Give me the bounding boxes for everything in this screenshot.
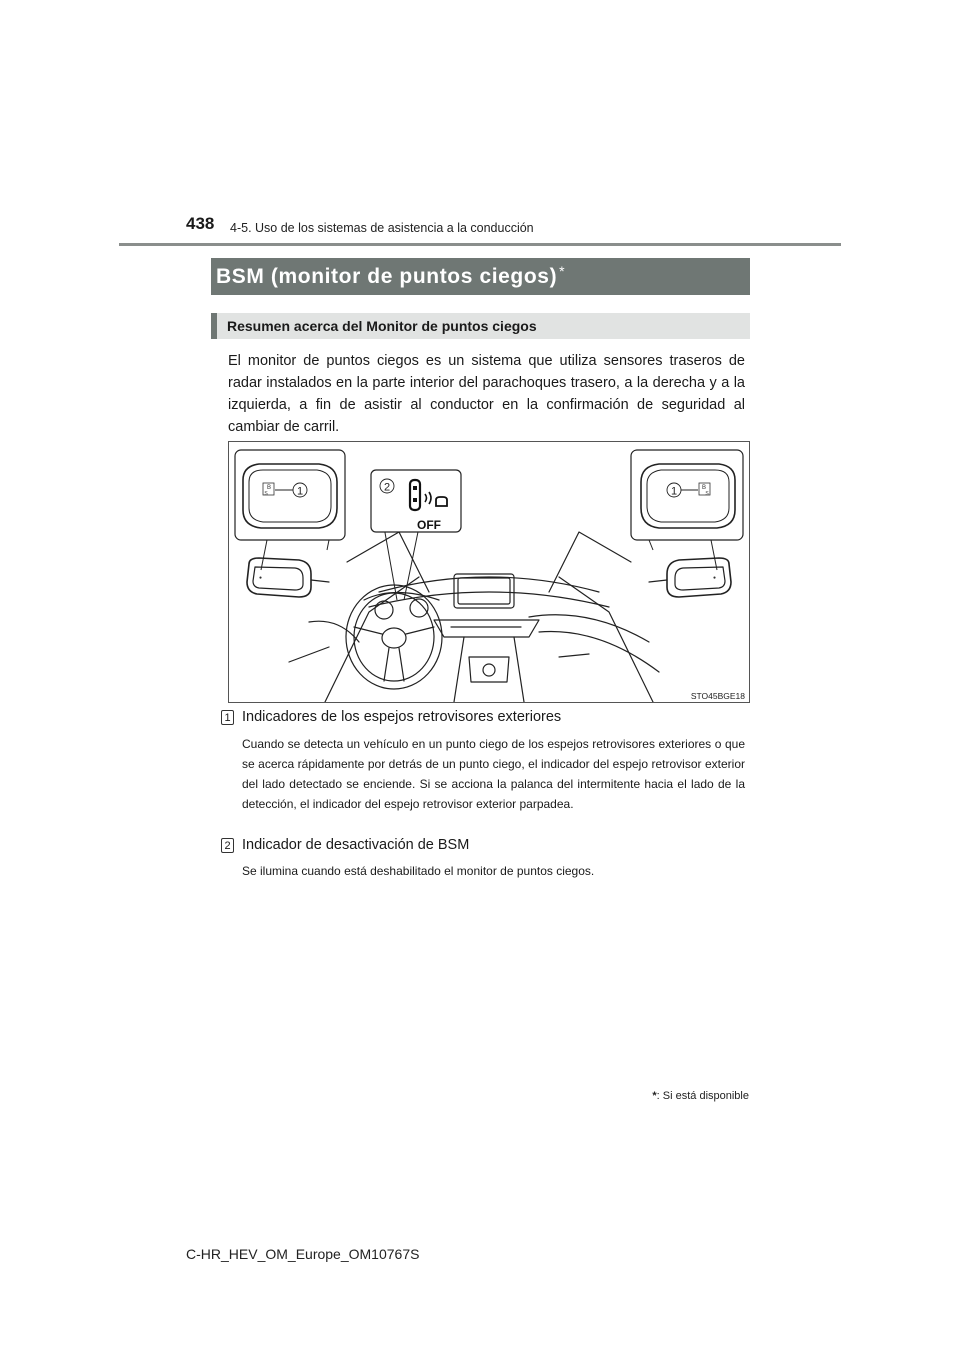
left-mirror-glyph-bottom: S [264, 491, 268, 497]
svg-text:●: ● [259, 575, 263, 581]
page-number: 438 [186, 214, 215, 233]
dashboard-illustration [228, 441, 750, 703]
item-number-badge: 2 [221, 838, 234, 853]
right-mirror-callout-number: 1 [670, 485, 678, 498]
subheading: Resumen acerca del Monitor de puntos ciegos [227, 318, 537, 334]
figure-code: STO45BGE18 [690, 691, 745, 701]
header-divider [119, 243, 841, 246]
item-title: Indicadores de los espejos retrovisores exteriores [242, 709, 562, 725]
document-id: C-HR_HEV_OM_Europe_OM10767S [186, 1246, 420, 1262]
svg-text:●: ● [713, 575, 717, 581]
page-title [216, 265, 565, 289]
subheading-bar [211, 313, 750, 339]
left-mirror-callout-number: 1 [296, 485, 304, 498]
footnote [652, 1090, 749, 1102]
item-description: Se ilumina cuando está deshabilitado el monitor de puntos ciegos. [242, 864, 595, 878]
right-mirror-glyph-bottom: S [705, 491, 709, 497]
footnote-symbol: * [652, 1090, 657, 1102]
intro-paragraph: El monitor de puntos ciegos es un sistema que utiliza sensores traseros de radar instalados en la parte interior del parachoques trasero, a la derecha y a la izquierda, a fin de asistir al conductor en la confirmación de seguridad al cambiar de carril. [228, 353, 745, 435]
item-description: Cuando se detecta un vehículo en un punto ciego de los espejos retrovisores exteriores o que se acerca rápidamente por detrás de un punto ciego, el indicador del espejo retrovisor exterior del lado detectado se enciende. Si se acciona la palanca del intermitente hacia el lado de la detección, el indicador del espejo retrovisor exterior parpadea. [242, 737, 745, 811]
page-title-text: BSM (monitor de puntos ciegos) [216, 265, 558, 288]
right-mirror-glyph-top: B [701, 485, 707, 491]
availability-asterisk: * [559, 263, 566, 279]
left-mirror-glyph-top: B [266, 485, 272, 491]
dashboard-drawing [229, 442, 749, 702]
indicator-callout-number: 2 [383, 481, 391, 494]
section-path: 4-5. Uso de los sistemas de asistencia a la conducción [230, 221, 534, 235]
item-number-badge: 1 [221, 710, 234, 725]
item-title: Indicador de desactivación de BSM [242, 837, 470, 853]
bsm-off-text: OFF [417, 518, 441, 532]
section-title-bar [211, 258, 750, 295]
footnote-text: : Si está disponible [656, 1090, 749, 1102]
